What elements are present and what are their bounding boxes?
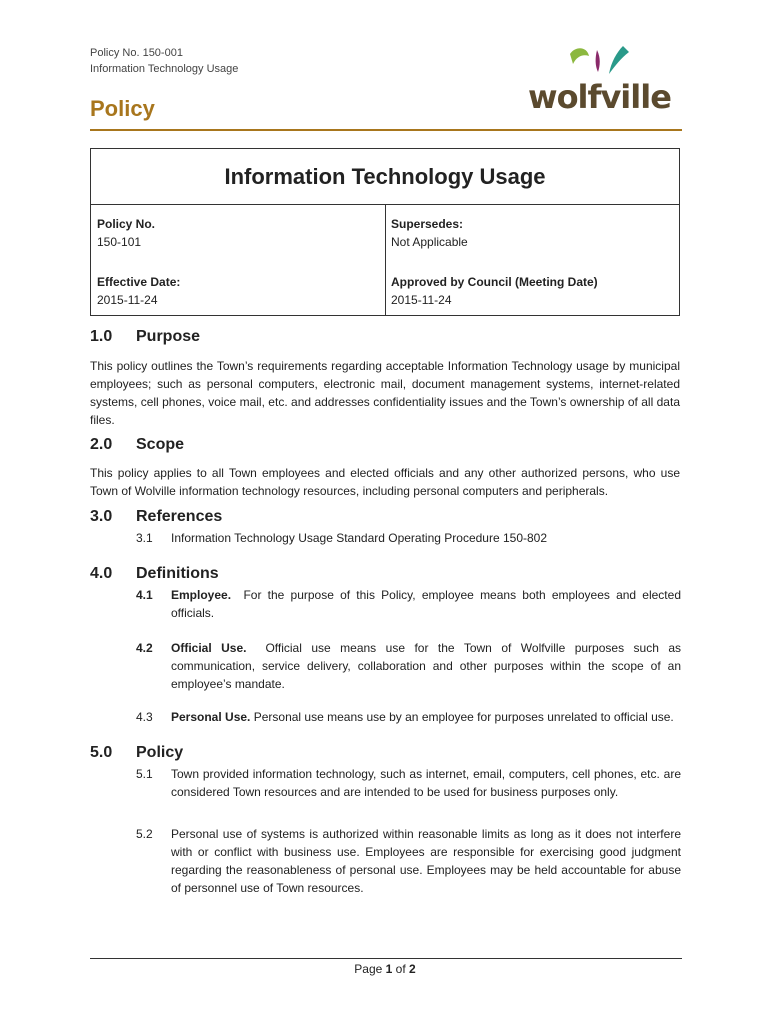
- definition-text: Personal use means use by an employee for purposes unrelated to official use.: [253, 710, 674, 724]
- list-item: [136, 639, 681, 693]
- effective-date-value: 2015-11-24: [97, 293, 158, 307]
- section-number: 2.0: [90, 436, 113, 453]
- item-number: 4.1: [136, 588, 153, 602]
- section-policy-heading: [90, 744, 183, 762]
- list-item: [136, 825, 681, 897]
- page-total: 2: [409, 962, 416, 976]
- item-text: Information Technology Usage Standard Operating Procedure 150-802: [171, 531, 548, 545]
- page-number: [0, 962, 770, 976]
- section-purpose-heading: [90, 328, 200, 346]
- item-text: [171, 586, 681, 622]
- item-text: [171, 708, 681, 726]
- table-column-divider: [385, 205, 386, 315]
- item-text: Personal use of systems is authorized within reasonable limits as long as it does not interfere with or conflict with business use. Employees are responsible for exercising good judgment regarding the reasonableness of personal use. Employees may be held accountable for abuse of personnel use of Town resources.: [171, 827, 681, 895]
- page-title: Policy: [90, 96, 155, 121]
- section-references-heading: [90, 508, 222, 526]
- approved-value: 2015-11-24: [391, 293, 452, 307]
- effective-date-label: Effective Date:: [97, 275, 181, 289]
- page-current: 1: [385, 962, 393, 976]
- wolfville-wordmark: wolfville: [528, 78, 671, 116]
- logo-leaf-purple: [596, 50, 600, 72]
- item-text: [171, 639, 681, 693]
- header-policy-number: Policy No. 150-001: [90, 47, 183, 59]
- list-item: [136, 586, 681, 622]
- item-number: 5.1: [136, 767, 153, 781]
- policy-no-value: 150-101: [97, 235, 142, 249]
- logo-leaf-teal: [609, 46, 629, 74]
- header-subject: Information Technology Usage: [90, 63, 239, 75]
- definition-term: Personal Use.: [171, 710, 251, 724]
- section-definitions-heading: [90, 565, 219, 583]
- section-title: References: [136, 508, 223, 525]
- header-divider: [90, 129, 682, 131]
- supersedes-cell: [391, 215, 468, 251]
- table-title: Information Technology Usage: [91, 149, 679, 205]
- policy-no-label: Policy No.: [97, 217, 156, 231]
- section-number: 3.0: [90, 508, 113, 525]
- section-title: Policy: [136, 744, 184, 761]
- page-word: Page: [354, 962, 383, 976]
- definition-text: For the purpose of this Policy, employee means both employees and elected officials.: [171, 588, 681, 620]
- scope-paragraph: This policy applies to all Town employees and elected officials and any other authorized persons, who use Town of Wolville information technology resources, including personal computers and peripherals.: [90, 466, 680, 498]
- footer-divider: [90, 958, 682, 959]
- list-item: [136, 529, 681, 547]
- definition-term: Employee.: [171, 588, 232, 602]
- logo-leaf-green: [570, 48, 589, 64]
- section-number: 4.0: [90, 565, 113, 582]
- section-title: Definitions: [136, 565, 219, 582]
- approved-cell: [391, 273, 598, 309]
- approved-label: Approved by Council (Meeting Date): [391, 275, 598, 289]
- item-number: 3.1: [136, 531, 153, 545]
- policy-no-cell: [97, 215, 155, 251]
- purpose-paragraph: This policy outlines the Town’s requirements regarding acceptable Information Technology usage by municipal employees; such as personal computers, electronic mail, document management systems, internet-related systems, cell phones, voice mail, etc. and addresses confidentiality issues and the Town’s ownership of all data files.: [90, 359, 680, 427]
- section-number: 1.0: [90, 328, 113, 345]
- supersedes-value: Not Applicable: [391, 235, 468, 249]
- item-number: 4.2: [136, 641, 153, 655]
- definition-text: Official use means use for the Town of Wolfville purposes such as communication, service delivery, collaboration and other purposes within the scope of an employee’s mandate.: [171, 641, 682, 691]
- of-word: of: [395, 962, 406, 976]
- list-item: [136, 765, 681, 801]
- section-title: Scope: [136, 436, 185, 453]
- section-scope-heading: [90, 436, 184, 454]
- item-number: 4.3: [136, 710, 153, 724]
- supersedes-label: Supersedes:: [391, 217, 464, 231]
- definition-term: Official Use.: [171, 641, 247, 655]
- policy-info-table: [90, 148, 680, 316]
- effective-date-cell: [97, 273, 180, 309]
- list-item: [136, 708, 681, 726]
- item-text: Town provided information technology, such as internet, email, computers, cell phones, etc. are considered Town resources and are intended to be used for business purposes only.: [171, 767, 681, 799]
- item-number: 5.2: [136, 827, 153, 841]
- section-title: Purpose: [136, 328, 201, 345]
- section-number: 5.0: [90, 744, 113, 761]
